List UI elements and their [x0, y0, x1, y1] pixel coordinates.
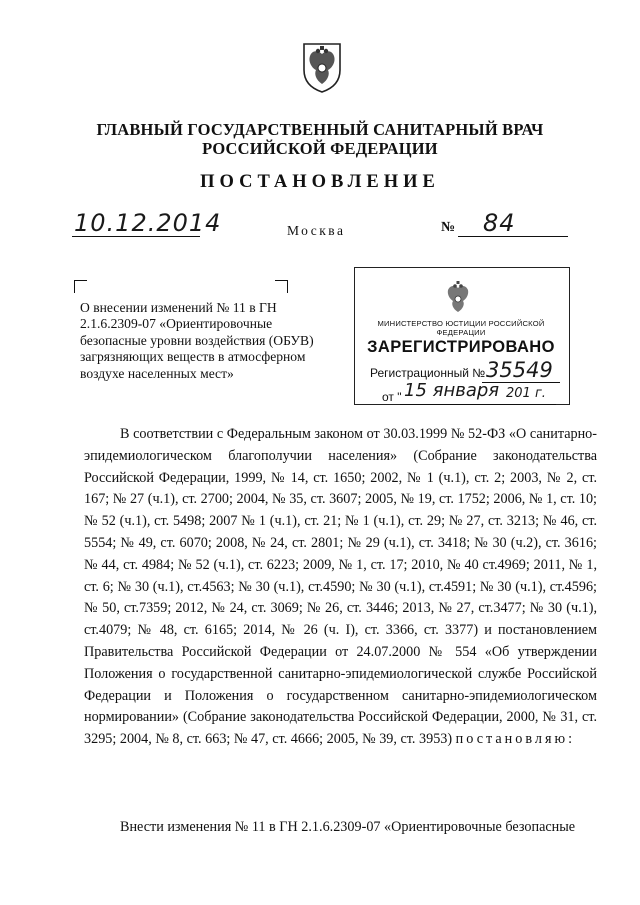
stamp-date-value: 15 января	[404, 380, 500, 401]
body-text	[84, 424, 597, 751]
coat-of-arms-emblem	[298, 38, 346, 94]
authority-name-line1: ГЛАВНЫЙ ГОСУДАРСТВЕННЫЙ САНИТАРНЫЙ ВРАЧ	[96, 120, 544, 139]
stamp-date-underline	[400, 404, 556, 405]
document-date: 10.12.2014	[74, 209, 222, 237]
date-underline	[72, 236, 200, 237]
stamp-reg-number-label: Регистрационный №	[370, 366, 486, 380]
body-paragraph	[84, 424, 597, 751]
stamp-date-label: от "	[382, 390, 402, 404]
stamp-year: 201 г.	[506, 386, 546, 401]
stamp-registered-label: ЗАРЕГИСТРИРОВАНО	[367, 338, 555, 356]
stamp-ministry-name: МИНИСТЕРСТВО ЮСТИЦИИ РОССИЙСКОЙ ФЕДЕРАЦИИ	[377, 319, 545, 337]
subject-corner-left	[74, 280, 87, 293]
document-title: ПОСТАНОВЛЕНИЕ	[200, 172, 440, 192]
closing-line: Внести изменения № 11 в ГН 2.1.6.2309-07 «Ориентировочные безопасные	[120, 819, 576, 835]
document-subject: О внесении изменений № 11 в ГН 2.1.6.2309-07 «Ориентировочные безопасные уровни воздействия (ОБУВ) загрязняющих веществ в атмосферном воздухе населенных мест»	[80, 300, 314, 381]
document-number: 84	[483, 209, 516, 237]
authority-name-line2: РОССИЙСКОЙ ФЕДЕРАЦИИ	[202, 139, 438, 158]
city-name: Москва	[287, 223, 346, 238]
number-underline	[458, 236, 568, 237]
stamp-reg-number: 35549	[486, 358, 553, 382]
decree-word: постановляю:	[455, 731, 576, 748]
number-label: №	[441, 220, 456, 235]
paragraph-text: В соответствии с Федеральным законом от 30.03.1999 № 52-ФЗ «О санитарно-эпидемиологическом благополучии населения» (Собрание законодательства Российской Федерации, 1999, № 14, ст. 1650; 2002, № 1 (ч.1), ст. 2; 2003, № 2, ст. 167; № 27 (ч.1), ст. 2700; 2004, № 35, ст. 3607; 2005, № 19, ст. 1752; 2006, № 1, ст. 10; № 52 (ч.1), ст. 5498; 2007 № 1 (ч.1), ст. 21; № 1 (ч.1), ст. 29; № 27, ст. 3213; № 46, ст. 5554; № 49, ст. 6070; 2008, № 24, ст. 2801; № 29 (ч.1), ст. 3418; № 30 (ч.2), ст. 3616; № 44, ст. 4984; № 52 (ч.1), ст. 6223; 2009, № 1, ст. 17; 2010, № 40 ст.4969; 2011, № 1, ст. 6; № 30 (ч.1), ст.4563; № 30 (ч.1), ст.4590; № 30 (ч.1), ст.4591; № 30 (ч.1), ст.4596; № 50, ст.7359; 2012, № 24, ст. 3069; № 26, ст. 3446; 2013, № 27, ст.3477; № 30 (ч.1), ст.4079; № 48, ст. 6165; 2014, № 26 (ч. I), ст. 3366, ст. 3377) и постановлением Правительства Российской Федерации от 24.07.2000 № 554 «Об утверждении Положения о государственной санитарно-эпидемиологической службе Российской Федерации и Положения о государственном санитарно-эпидемиологическом нормировании» (Собрание законодательства Российской Федерации, 2000, № 31, ст. 3295; 2004, № 8, ст. 663; № 47, ст. 4666; 2005, № 39, ст. 3953)	[84, 426, 597, 748]
stamp-emblem-icon	[439, 276, 477, 320]
subject-corner-right	[275, 280, 288, 293]
